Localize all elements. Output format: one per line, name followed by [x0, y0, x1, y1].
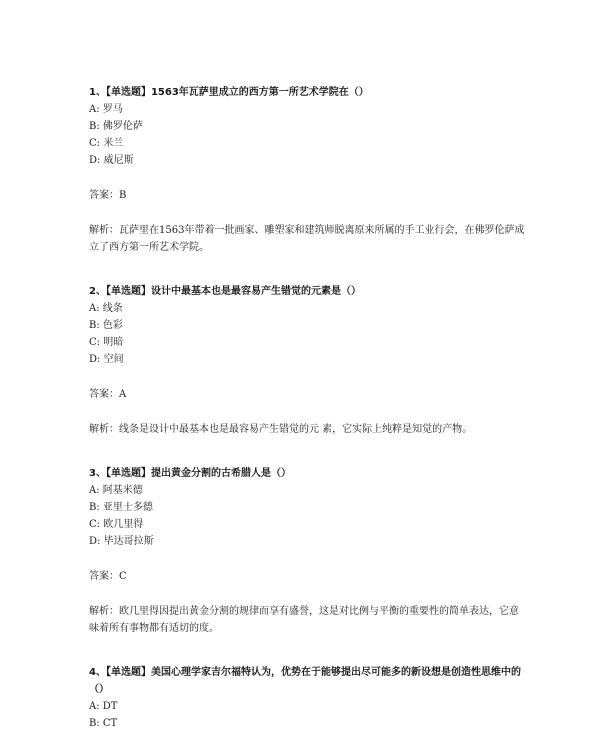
option-d: D: 空间	[89, 354, 124, 365]
option-a: A: DT	[89, 701, 118, 712]
analysis-text: 解析：瓦萨里在1563年带着一批画家、雕塑家和建筑师脱离原来所属的手工业行会，在佛罗伦萨成立了西方第一所艺术学院。	[89, 225, 525, 253]
option-b: B: 色彩	[89, 320, 123, 331]
analysis-text: 解析：欧几里得因提出黄金分割的规律而享有盛誉，这是对比例与平衡的重要性的简单表达，它意味着所有事物都有适切的度。	[89, 606, 519, 634]
question-title: 1、【单选题】1563年瓦萨里成立的西方第一所艺术学院在（）	[89, 87, 369, 98]
option-d: D: 毕达哥拉斯	[89, 536, 154, 547]
question-title: 4、【单选题】美国心理学家吉尔福特认为，优势在于能够提出尽可能多的新设想是创造性思维中的（）	[89, 667, 521, 695]
question-title: 3、【单选题】提出黄金分割的古希腊人是（）	[89, 468, 291, 479]
question-3	[89, 465, 525, 637]
analysis-text: 解析：线条是设计中最基本也是最容易产生错觉的元 素，它实际上纯粹是知觉的产物。	[89, 424, 473, 435]
option-b: B: 亚里士多德	[89, 502, 153, 513]
option-a: A: 线条	[89, 303, 123, 314]
question-title: 2、【单选题】设计中最基本也是最容易产生错觉的元素是（）	[89, 286, 361, 297]
option-a: A: 阿基米德	[89, 485, 143, 496]
question-4	[89, 664, 525, 732]
option-d: D: 威尼斯	[89, 155, 134, 166]
option-b: B: CT	[89, 718, 118, 729]
option-b: B: 佛罗伦萨	[89, 121, 143, 132]
option-a: A: 罗马	[89, 104, 123, 115]
answer-text: 答案：A	[89, 389, 127, 400]
option-c: C: 米兰	[89, 138, 124, 149]
option-c: C: 明暗	[89, 337, 124, 348]
document-page	[89, 84, 525, 732]
question-2	[89, 283, 525, 438]
option-c: C: 欧几里得	[89, 519, 144, 530]
answer-text: 答案：B	[89, 190, 127, 201]
question-1	[89, 84, 525, 256]
answer-text: 答案：C	[89, 571, 127, 582]
